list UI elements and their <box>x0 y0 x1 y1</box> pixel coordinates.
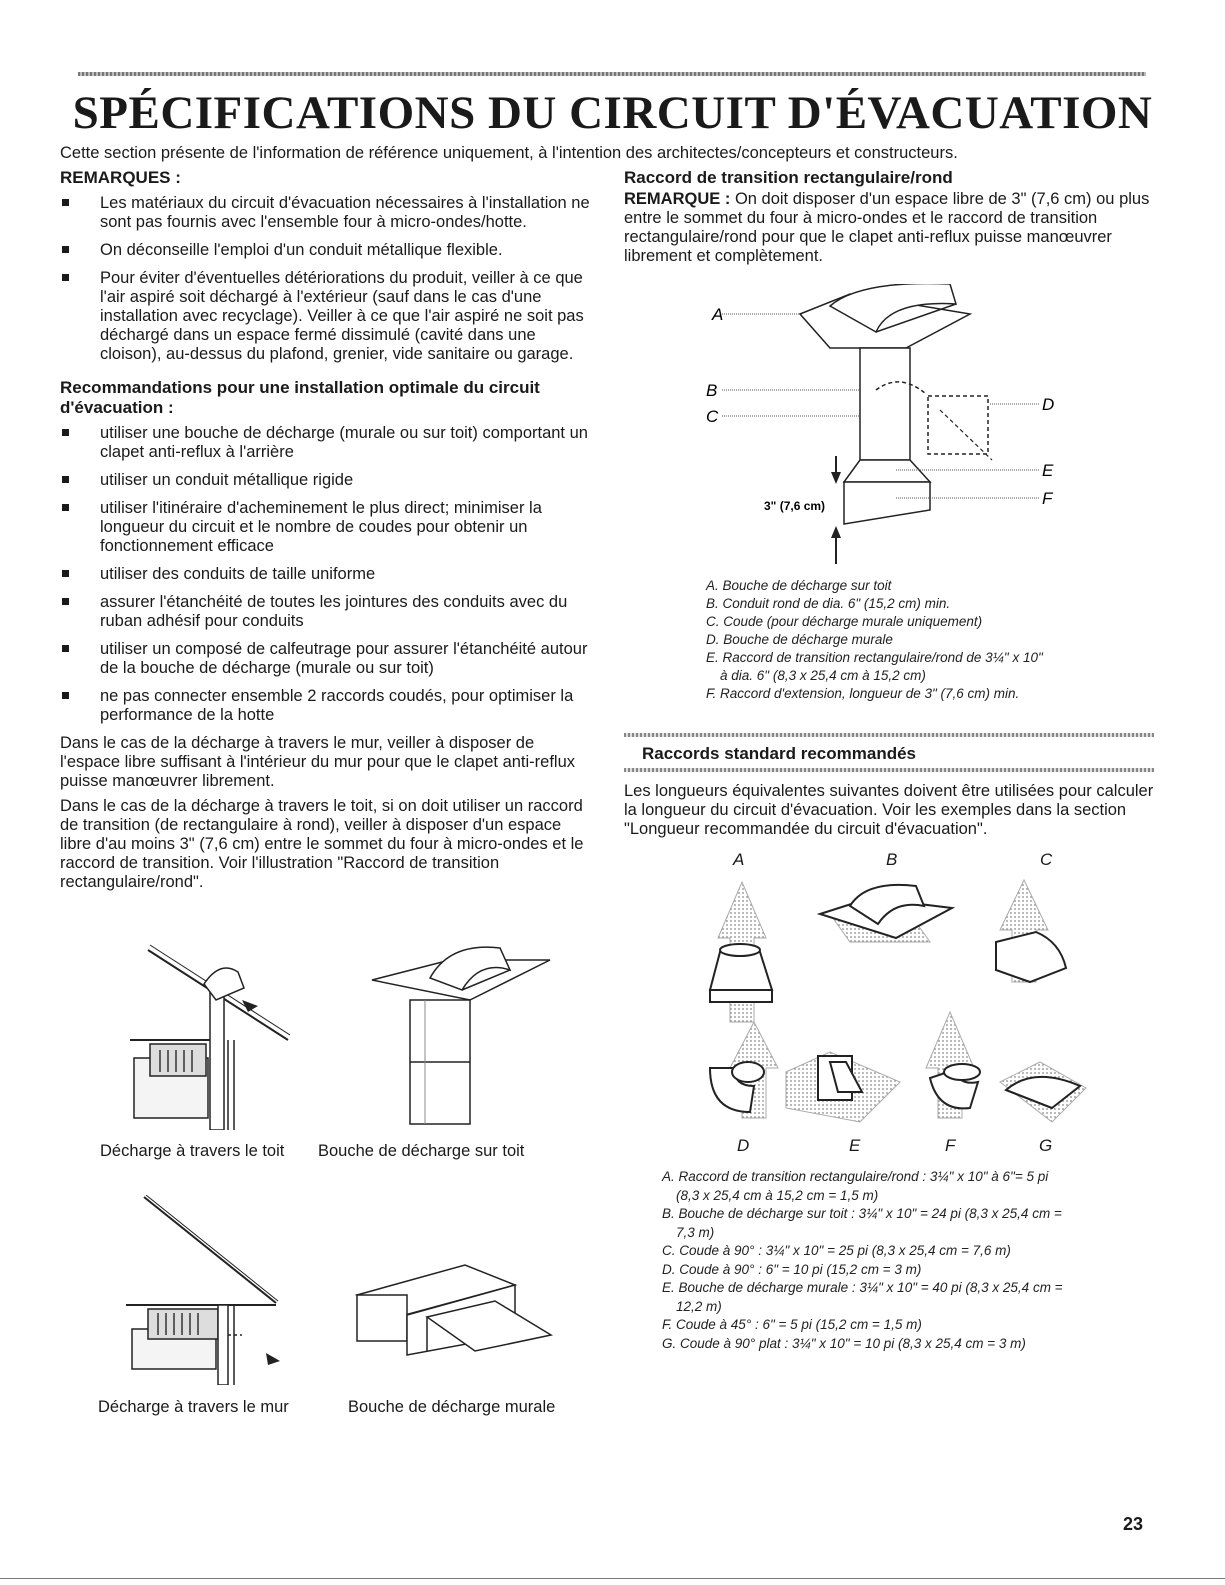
legend-item: E. Raccord de transition rectangulaire/rond de 3¼" x 10" <box>706 650 1043 665</box>
legend-item: F. Coude à 45° : 6" = 5 pi (15,2 cm = 1,5 m) <box>662 1317 922 1332</box>
legend-item: E. Bouche de décharge murale : 3¼" x 10" = 40 pi (8,3 x 25,4 cm = <box>662 1280 1063 1295</box>
dimension-label: 3" (7,6 cm) <box>764 499 826 513</box>
list-item: On déconseille l'emploi d'un conduit métallique flexible. <box>60 241 590 260</box>
legend-item: D. Coude à 90° : 6" = 10 pi (15,2 cm = 3 m) <box>662 1261 922 1277</box>
fitting-letter-f: F <box>945 1136 956 1155</box>
roof-discharge-illustration <box>120 940 290 1130</box>
fitting-letter-e: E <box>849 1136 861 1155</box>
list-item: utiliser un conduit métallique rigide <box>60 471 590 490</box>
list-item: utiliser des conduits de taille uniforme <box>60 565 590 584</box>
legend-item: 7,3 m) <box>676 1224 715 1240</box>
fitting-letter-a: A <box>733 850 745 869</box>
wall-discharge-paragraph: Dans le cas de la décharge à travers le mur, veiller à disposer de l'espace libre suffisant à l'intérieur du mur pour que le clapet anti-reflux puisse manœuvrer librement. <box>60 734 576 790</box>
transition-legend <box>706 577 1043 703</box>
legend-item: G. Coude à 90° plat : 3¼" x 10" = 10 pi (8,3 x 25,4 cm = 3 m) <box>662 1335 1026 1351</box>
list-item: ne pas connecter ensemble 2 raccords coudés, pour optimiser la performance de la hotte <box>60 687 590 725</box>
page-title: SPÉCIFICATIONS DU CIRCUIT D'ÉVACUATION <box>72 87 1153 139</box>
fittings-intro <box>624 782 1164 845</box>
page-number: 23 <box>1122 1514 1143 1534</box>
transition-diagram <box>700 284 1060 574</box>
legend-item: F. Raccord d'extension, longueur de 3" (7,6 cm) min. <box>706 686 1020 701</box>
fitting-letter-b: B <box>886 850 898 869</box>
left-column <box>60 168 590 898</box>
fittings-illustration <box>690 872 1090 1132</box>
transition-note-text: On doit disposer d'un espace libre de 3" (7,6 cm) ou plus entre le sommet du four à micro-ondes et le raccord de transition rectangulaire/rond pour que le clapet anti-reflux puisse manœuvrer librement et complètement. <box>624 190 1150 265</box>
recommendations-heading: Recommandations pour une installation optimale du circuit d'évacuation : <box>60 378 540 417</box>
list-item: utiliser un composé de calfeutrage pour assurer l'étanchéité autour de la bouche de décharge (murale ou sur toit) <box>60 640 590 678</box>
diagram-label-f: F <box>1042 489 1053 508</box>
transition-heading: Raccord de transition rectangulaire/rond <box>624 168 953 187</box>
transition-note-label: REMARQUE : <box>624 190 731 208</box>
notes-list <box>60 194 590 364</box>
roof-cap-illustration <box>370 940 560 1130</box>
wall-discharge-illustration <box>126 1195 296 1385</box>
diagram-label-a: A <box>712 305 724 324</box>
roof-discharge-paragraph: Dans le cas de la décharge à travers le toit, si on doit utiliser un raccord de transition (de rectangulaire à rond), veiller à disposer d'un espace libre d'au moins 3" (7,6 cm) entre le sommet du four à micro-ondes et le raccord de transition. Voir l'illustration "Raccord de transition rectangulaire/rond". <box>60 797 584 891</box>
legend-item: 12,2 m) <box>676 1298 722 1314</box>
diagram-label-b: B <box>706 381 718 400</box>
top-dotted-rule <box>78 72 1146 76</box>
legend-item: A. Bouche de décharge sur toit <box>706 578 892 593</box>
list-item: utiliser une bouche de décharge (murale ou sur toit) comportant un clapet anti-reflux à l'arrière <box>60 424 590 462</box>
roof-discharge-caption: Décharge à travers le toit <box>100 1142 285 1160</box>
intro-text: Cette section présente de l'information de référence uniquement, à l'intention des architectes/concepteurs et constructeurs. <box>60 144 958 162</box>
legend-item: B. Bouche de décharge sur toit : 3¼" x 10" = 24 pi (8,3 x 25,4 cm = <box>662 1206 1062 1221</box>
wall-cap-caption: Bouche de décharge murale <box>348 1398 556 1416</box>
list-item: Les matériaux du circuit d'évacuation nécessaires à l'installation ne sont pas fournis avec l'ensemble four à micro-ondes/hotte. <box>60 194 590 232</box>
legend-item: à dia. 6" (8,3 x 25,4 cm à 15,2 cm) <box>720 668 926 683</box>
legend-item: B. Conduit rond de dia. 6" (15,2 cm) min. <box>706 596 951 611</box>
fittings-legend <box>662 1168 1063 1353</box>
wall-cap-illustration <box>355 1255 555 1365</box>
list-item: Pour éviter d'éventuelles détériorations du produit, veiller à ce que l'air aspiré soit déchargé à l'extérieur (sauf dans le cas d'une installation avec recyclage). Veiller à ce que l'air aspiré ne soit pas déchargé dans un espace fermé dissimulé (cavité dans une cloison), au-dessus du plafond, grenier, vide sanitaire ou garage. <box>60 269 590 364</box>
diagram-label-e: E <box>1042 461 1054 480</box>
bottom-rule <box>0 1578 1225 1579</box>
fitting-letter-d: D <box>737 1136 750 1155</box>
fittings-intro-text: Les longueurs équivalentes suivantes doivent être utilisées pour calculer la longueur du circuit d'évacuation. Voir les exemples dans la section "Longueur recommandée du circuit d'évacuation". <box>624 782 1154 838</box>
fitting-letter-c: C <box>1040 850 1053 869</box>
recommendations-list <box>60 424 590 725</box>
fitting-letter-g: G <box>1039 1136 1053 1155</box>
roof-cap-caption: Bouche de décharge sur toit <box>318 1142 525 1160</box>
legend-item: (8,3 x 25,4 cm à 15,2 cm = 1,5 m) <box>676 1187 879 1203</box>
diagram-label-d: D <box>1042 395 1055 414</box>
fittings-bottom-rule <box>624 768 1154 772</box>
notes-heading: REMARQUES : <box>60 168 181 187</box>
diagram-label-c: C <box>706 407 719 426</box>
fittings-top-rule <box>624 733 1154 737</box>
list-item: utiliser l'itinéraire d'acheminement le plus direct; minimiser la longueur du circuit et le nombre de coudes pour obtenir un fonctionnement efficace <box>60 499 590 556</box>
list-item: assurer l'étanchéité de toutes les jointures des conduits avec du ruban adhésif pour conduits <box>60 593 590 631</box>
wall-discharge-caption: Décharge à travers le mur <box>98 1398 289 1416</box>
legend-item: C. Coude (pour décharge murale uniquement) <box>706 614 983 629</box>
legend-item: C. Coude à 90° : 3¼" x 10" = 25 pi (8,3 x 25,4 cm = 7,6 m) <box>662 1243 1011 1258</box>
legend-item: D. Bouche de décharge murale <box>706 632 893 647</box>
right-column <box>624 168 1164 272</box>
legend-item: A. Raccord de transition rectangulaire/rond : 3¼" x 10" à 6"= 5 pi <box>662 1169 1049 1184</box>
fittings-heading: Raccords standard recommandés <box>642 744 916 763</box>
